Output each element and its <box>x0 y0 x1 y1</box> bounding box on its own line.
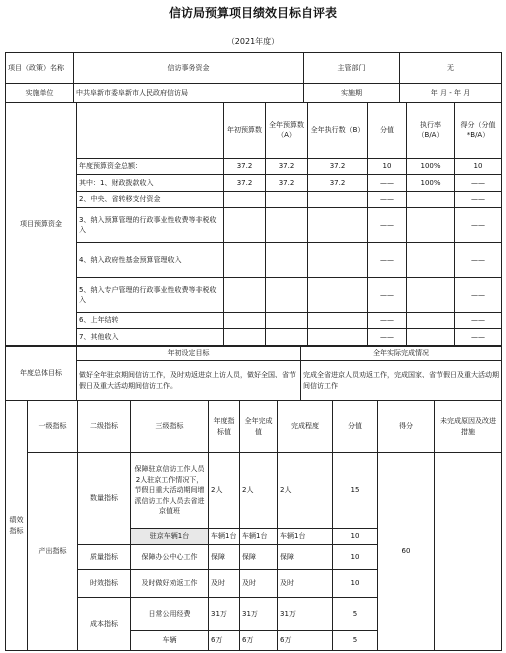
perf-score: 10 <box>333 529 378 545</box>
perf-actual: 31万 <box>240 598 278 631</box>
perf-actual: 保障 <box>240 545 278 570</box>
perf-target: 6万 <box>209 631 240 651</box>
fund-annual <box>266 243 308 278</box>
fund-initial <box>224 329 266 346</box>
project-name-label: 项目（政策）名称 <box>6 53 74 84</box>
fund-row-label: 2、中央、省转移支付资金 <box>77 191 224 207</box>
fund-rate <box>407 243 455 278</box>
goals-planned-header: 年初设定目标 <box>77 347 301 361</box>
perf-score: 15 <box>333 453 378 529</box>
perf-degree: 2人 <box>278 453 333 529</box>
fund-executed <box>308 208 368 243</box>
col-reason: 未完成原因及改进措施 <box>435 401 502 453</box>
fund-annual: 37.2 <box>266 175 308 191</box>
fund-executed <box>308 329 368 346</box>
funds-section-label: 项目预算资金 <box>6 103 77 346</box>
fund-row-label: 3、纳入预算管理的行政事业性收费等非税收入 <box>77 208 224 243</box>
perf-got-total: 60 <box>378 453 435 651</box>
perf-score: 10 <box>333 545 378 570</box>
col-score: 分值 <box>368 103 407 159</box>
col-level1: 一级指标 <box>28 401 78 453</box>
fund-annual: 37.2 <box>266 158 308 174</box>
period-label: 实施期 <box>304 84 400 103</box>
period-value: 年 月 - 年 月 <box>400 84 502 103</box>
perf-degree: 及时 <box>278 570 333 598</box>
col-exec-rate: 执行率（B/A） <box>407 103 455 159</box>
perf-reason <box>435 453 502 651</box>
fund-row-label: 4、纳入政府性基金预算管理收入 <box>77 243 224 278</box>
fund-executed: 37.2 <box>308 175 368 191</box>
fund-got: —— <box>455 208 502 243</box>
col-got-score: 得分（分值*B/A） <box>455 103 502 159</box>
fund-rate: 100% <box>407 158 455 174</box>
fund-row-label: 年度预算资金总额： <box>77 158 224 174</box>
perf-section-label: 绩效指标 <box>6 401 28 651</box>
col-annual-budget: 全年预算数（A） <box>266 103 308 159</box>
perf-level2: 质量指标 <box>78 545 131 570</box>
fund-got: —— <box>455 329 502 346</box>
col-initial-budget: 年初预算数 <box>224 103 266 159</box>
perf-actual: 及时 <box>240 570 278 598</box>
dept-value: 无 <box>400 53 502 84</box>
perf-target: 2人 <box>209 453 240 529</box>
perf-target: 保障 <box>209 545 240 570</box>
performance-table <box>5 400 502 651</box>
fund-got: —— <box>455 278 502 313</box>
fund-initial <box>224 243 266 278</box>
fund-initial <box>224 313 266 329</box>
fund-row-label: 其中：1、财政拨款收入 <box>77 175 224 191</box>
fund-rate <box>407 329 455 346</box>
fund-score: —— <box>368 329 407 346</box>
perf-level3: 保障办公中心工作 <box>131 545 209 570</box>
perf-level3: 车辆 <box>131 631 209 651</box>
perf-target: 31万 <box>209 598 240 631</box>
fund-rate <box>407 313 455 329</box>
dept-label: 主管部门 <box>304 53 400 84</box>
fund-score: 10 <box>368 158 407 174</box>
goals-actual-text: 完成全省进京人员劝返工作，完成国家、省节假日及重大活动期间信访工作 <box>301 361 502 401</box>
fund-rate: 100% <box>407 175 455 191</box>
col-score: 分值 <box>333 401 378 453</box>
unit-value: 中共阜新市委阜新市人民政府信访局 <box>74 84 304 103</box>
fund-rate <box>407 278 455 313</box>
fund-initial <box>224 278 266 313</box>
col-actual: 全年完成值 <box>240 401 278 453</box>
perf-score: 5 <box>333 598 378 631</box>
col-level3: 三级指标 <box>131 401 209 453</box>
fund-got: —— <box>455 175 502 191</box>
perf-score: 5 <box>333 631 378 651</box>
fund-score: —— <box>368 191 407 207</box>
fund-row-label: 6、上年结转 <box>77 313 224 329</box>
perf-score: 10 <box>333 570 378 598</box>
fund-annual <box>266 313 308 329</box>
perf-actual: 车辆1台 <box>240 529 278 545</box>
goals-planned-text: 做好全年驻京期间信访工作，及时劝返进京上访人员，做好全国、省节假日及重大活动期间信访工作。 <box>77 361 301 401</box>
fund-row-label: 5、纳入专户管理的行政事业性收费等非税收入 <box>77 278 224 313</box>
fund-initial: 37.2 <box>224 158 266 174</box>
fund-got: —— <box>455 243 502 278</box>
col-degree: 完成程度 <box>278 401 333 453</box>
unit-label: 实施单位 <box>6 84 74 103</box>
perf-actual: 6万 <box>240 631 278 651</box>
header-table <box>5 52 502 103</box>
fund-got: —— <box>455 313 502 329</box>
fund-executed <box>308 313 368 329</box>
perf-level3: 驻京车辆1台 <box>131 529 209 545</box>
project-name-value: 信访事务资金 <box>74 53 304 84</box>
perf-degree: 31万 <box>278 598 333 631</box>
perf-level2: 数量指标 <box>78 453 131 545</box>
year-label: （2021年度） <box>226 37 280 46</box>
funds-table <box>5 102 502 346</box>
fund-rate <box>407 208 455 243</box>
fund-executed <box>308 191 368 207</box>
fund-score: —— <box>368 243 407 278</box>
fund-annual <box>266 191 308 207</box>
fund-initial: 37.2 <box>224 175 266 191</box>
fund-annual <box>266 208 308 243</box>
col-level2: 二级指标 <box>78 401 131 453</box>
perf-target: 车辆1台 <box>209 529 240 545</box>
perf-degree: 6万 <box>278 631 333 651</box>
fund-score: —— <box>368 278 407 313</box>
fund-rate <box>407 191 455 207</box>
fund-got: 10 <box>455 158 502 174</box>
perf-target: 及时 <box>209 570 240 598</box>
perf-level1: 产出指标 <box>28 453 78 651</box>
col-got: 得分 <box>378 401 435 453</box>
fund-score: —— <box>368 175 407 191</box>
fund-got: —— <box>455 191 502 207</box>
document-title: 信访局预算项目绩效目标自评表 <box>168 6 337 20</box>
perf-level2: 成本指标 <box>78 598 131 651</box>
fund-initial <box>224 208 266 243</box>
perf-level3: 保障驻京信访工作人员2人驻京工作情况下，节假日重大活动期间增派信访工作人员去省进京值班 <box>131 453 209 529</box>
fund-row-label: 7、其他收入 <box>77 329 224 346</box>
perf-level2: 时效指标 <box>78 570 131 598</box>
fund-initial <box>224 191 266 207</box>
fund-executed: 37.2 <box>308 158 368 174</box>
perf-actual: 2人 <box>240 453 278 529</box>
fund-executed <box>308 243 368 278</box>
fund-score: —— <box>368 313 407 329</box>
fund-executed <box>308 278 368 313</box>
perf-level3: 及时做好劝返工作 <box>131 570 209 598</box>
funds-header-blank <box>77 103 224 159</box>
col-target: 年度指标值 <box>209 401 240 453</box>
col-annual-executed: 全年执行数（B） <box>308 103 368 159</box>
perf-level3: 日常公用经费 <box>131 598 209 631</box>
fund-annual <box>266 329 308 346</box>
goals-table <box>5 346 502 401</box>
fund-annual <box>266 278 308 313</box>
fund-score: —— <box>368 208 407 243</box>
goals-actual-header: 全年实际完成情况 <box>301 347 502 361</box>
perf-degree: 车辆1台 <box>278 529 333 545</box>
perf-degree: 保障 <box>278 545 333 570</box>
goals-section-label: 年度总体目标 <box>6 347 77 401</box>
